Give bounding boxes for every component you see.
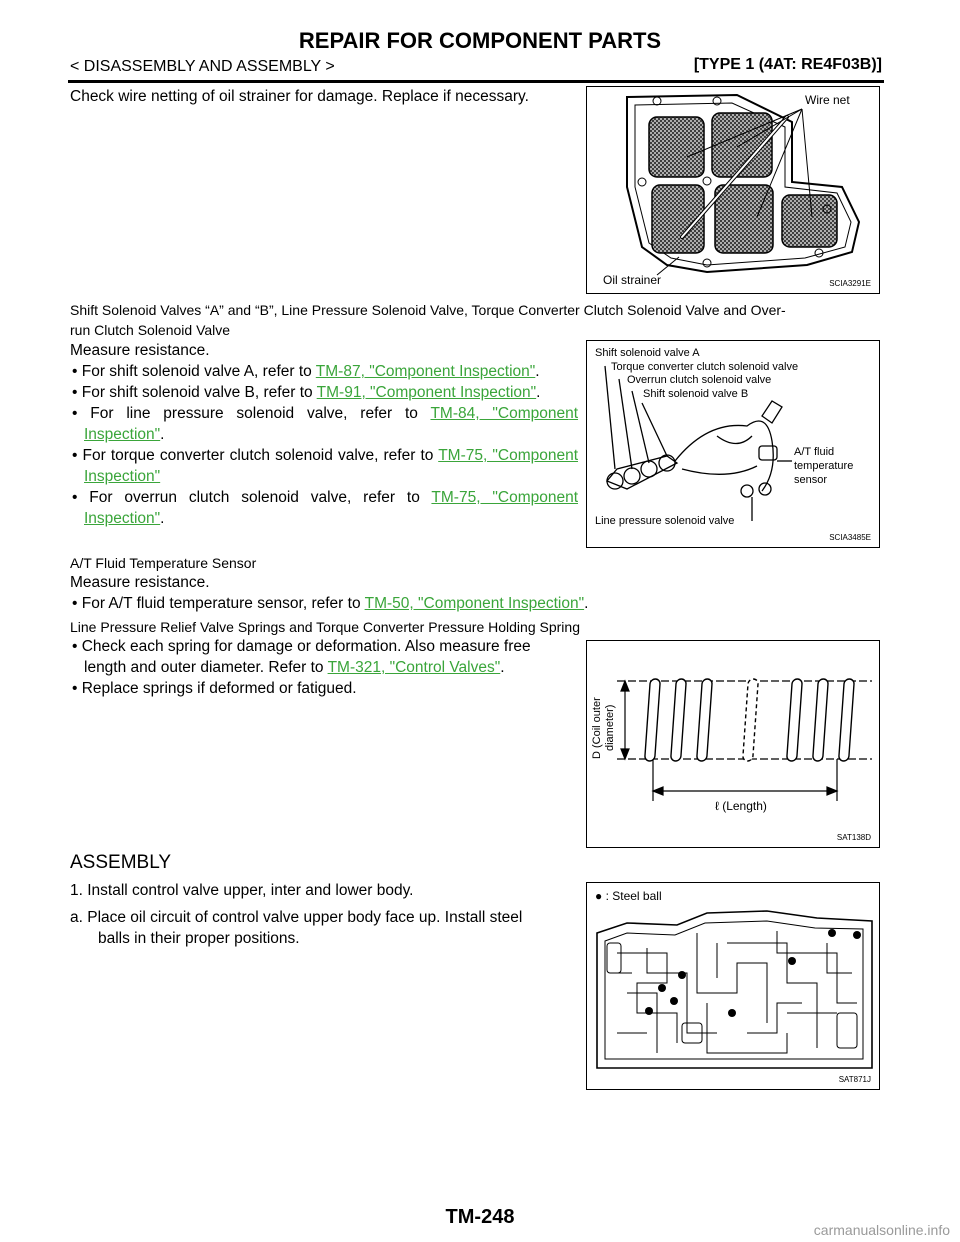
link-tm84[interactable]: TM-84, "Component Inspection": [84, 405, 579, 443]
step-1: 1. Install control valve upper, inter and lower body.: [70, 882, 414, 899]
wire-net-label: Wire net: [805, 93, 850, 107]
atf-body: [70, 572, 690, 614]
assembly-body: [70, 880, 580, 949]
link-tm75-tcc[interactable]: TM-75, "Component Inspection": [84, 447, 579, 485]
solenoid-heading: Shift Solenoid Valves “A” and “B”, Line Pressure Solenoid Valve, Torque Converter Clutch Solenoid Valve and Over- run Clutch Solenoid Valve: [70, 302, 786, 338]
control-valve-figure: [586, 882, 880, 1090]
label-overrun: Overrun clutch solenoid valve: [627, 374, 772, 386]
label-atf-sensor: A/T fluid temperature sensor: [794, 446, 854, 486]
link-tm87[interactable]: TM-87, "Component Inspection": [315, 363, 536, 380]
list-item: • For shift solenoid valve A, refer to TM-87, "Component Inspection".: [72, 363, 540, 380]
label-line-pressure: Line pressure solenoid valve: [595, 515, 735, 527]
oil-strainer-label: Oil strainer: [603, 273, 662, 287]
measure-text: Measure resistance.: [70, 574, 210, 591]
page-title: REPAIR FOR COMPONENT PARTS: [298, 28, 662, 53]
breadcrumb: < DISASSEMBLY AND ASSEMBLY >: [70, 58, 335, 75]
step-a: a. Place oil circuit of control valve upper body face up. Install steel balls in their proper positions.: [70, 909, 523, 947]
link-tm50[interactable]: TM-50, "Component Inspection": [364, 595, 585, 612]
coil-diameter-label: D (Coil outer diameter): [591, 697, 616, 759]
springs-heading: Line Pressure Relief Valve Springs and Torque Converter Pressure Holding Spring: [70, 619, 580, 635]
page-number: TM-248: [445, 1206, 515, 1228]
link-tm75-overrun[interactable]: TM-75, "Component Inspection": [84, 489, 579, 527]
list-item: • For line pressure solenoid valve, refer to TM-84, "Component Inspection".: [72, 405, 579, 443]
model-type: [TYPE 1 (4AT: RE4F03B)]: [693, 56, 882, 73]
link-tm91[interactable]: TM-91, "Component Inspection": [316, 384, 537, 401]
figure-code: SAT138D: [836, 833, 871, 842]
list-item: • For overrun clutch solenoid valve, refer to TM-75, "Component Inspection".: [72, 489, 579, 527]
steel-ball-legend: ● : Steel ball: [595, 889, 662, 903]
length-label: ℓ (Length): [715, 799, 767, 813]
assembly-heading: ASSEMBLY: [70, 852, 172, 873]
figure-code: SAT871J: [838, 1075, 871, 1084]
solenoid-body: [70, 340, 578, 529]
label-shift-b: Shift solenoid valve B: [643, 388, 749, 400]
measure-text: Measure resistance.: [70, 342, 210, 359]
label-tcc: Torque converter clutch solenoid valve: [611, 361, 799, 373]
label-shift-a: Shift solenoid valve A: [595, 347, 700, 359]
list-item: • For shift solenoid valve B, refer to TM-91, "Component Inspection".: [72, 384, 541, 401]
oil-strainer-figure: [586, 86, 880, 294]
solenoid-figure: [586, 340, 880, 548]
list-item: • Replace springs if deformed or fatigued.: [72, 680, 357, 697]
springs-body: [70, 636, 580, 699]
list-item: • For A/T fluid temperature sensor, refer to TM-50, "Component Inspection".: [72, 595, 589, 612]
figure-code: SCIA3291E: [829, 279, 871, 288]
strainer-text: Check wire netting of oil strainer for damage. Replace if necessary.: [70, 88, 529, 105]
list-item: • Check each spring for damage or deformation. Also measure free length and outer diameter. Refer to TM-321, "Control Valves".: [72, 638, 531, 676]
figure-code: SCIA3485E: [829, 533, 871, 542]
atf-heading: A/T Fluid Temperature Sensor: [70, 555, 257, 571]
spring-figure: [586, 640, 880, 848]
header-rule: [68, 80, 884, 83]
link-tm321[interactable]: TM-321, "Control Valves": [327, 659, 501, 676]
list-item: • For torque converter clutch solenoid valve, refer to TM-75, "Component Inspection": [72, 447, 579, 485]
watermark: carmanualsonline.info: [813, 1222, 950, 1238]
